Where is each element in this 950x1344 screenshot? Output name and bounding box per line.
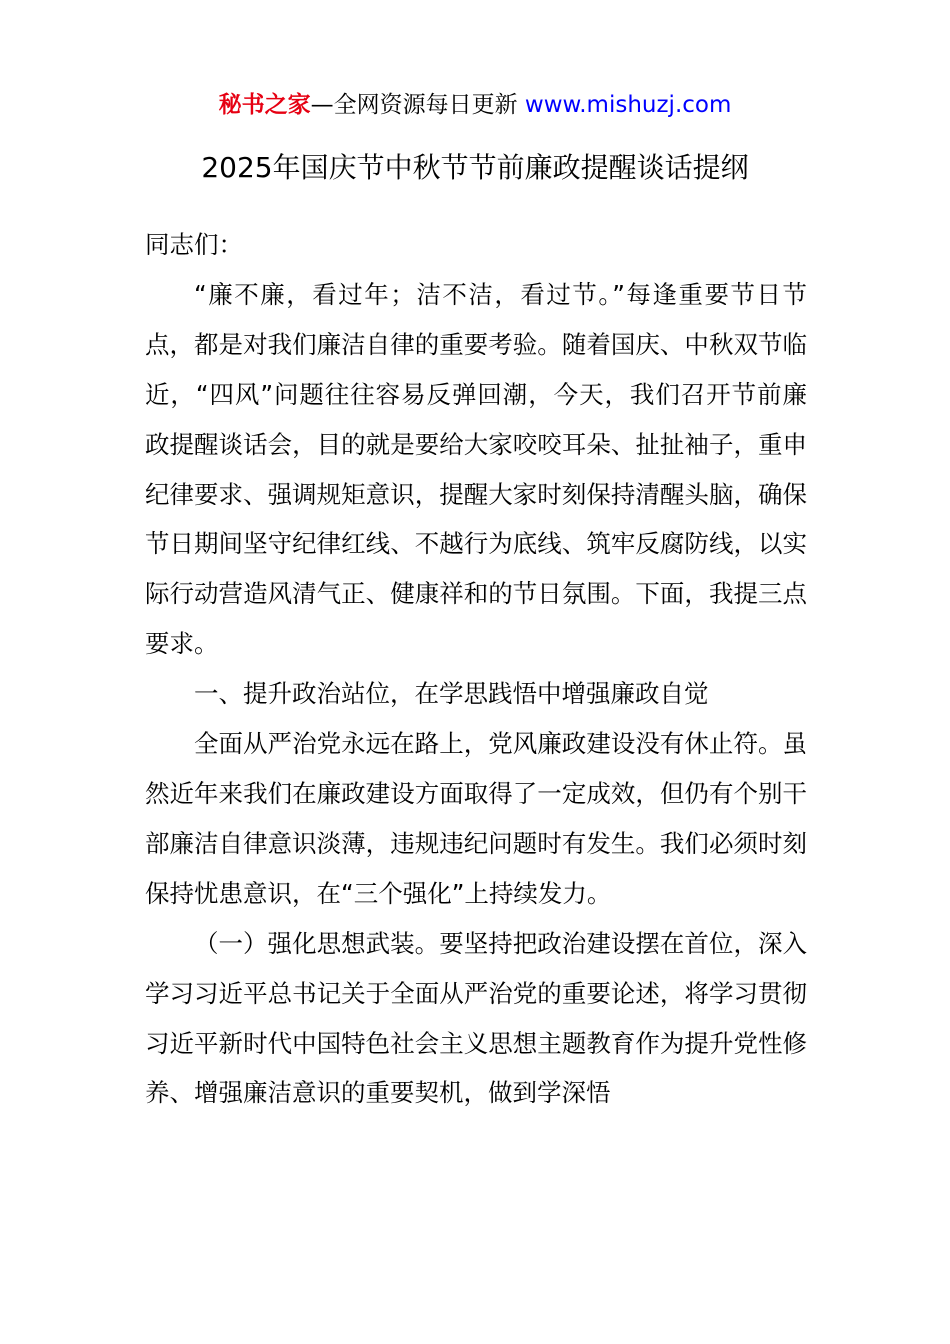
site-brand: 秘书之家 bbox=[218, 92, 311, 118]
salutation: 同志们： bbox=[145, 230, 243, 259]
site-url[interactable]: www.mishuzj.com bbox=[524, 92, 732, 118]
paragraph-subsection-1: （一）强化思想武装。要坚持把政治建设摆在首位，深入学习习近平总书记关于全面从严治党的重要论述，将学习贯彻习近平新时代中国特色社会主义思想主题教育作为提升党性修养、增强廉洁意识的重要契机，做到学深悟 bbox=[145, 928, 807, 1108]
paragraph-section-1: 全面从严治党永远在路上，党风廉政建设没有休止符。虽然近年来我们在廉政建设方面取得了一定成效，但仍有个别干部廉洁自律意识淡薄，违规违纪问题时有发生。我们必须时刻保持忧患意识，在“三个强化”上持续发力。 bbox=[145, 729, 807, 908]
site-tagline: 全网资源每日更新 bbox=[333, 92, 518, 118]
document-title: 2025年国庆节中秋节节前廉政提醒谈话提纲 bbox=[201, 151, 749, 184]
section-heading-1: 一、提升政治站位，在学思践悟中增强廉政自觉 bbox=[194, 679, 709, 709]
document-body bbox=[145, 220, 807, 1118]
paragraph-intro: “廉不廉，看过年；洁不洁，看过节。”每逢重要节日节点，都是对我们廉洁自律的重要考验。随着国庆、中秋双节临近，“四风”问题往往容易反弹回潮，今天，我们召开节前廉政提醒谈话会，目的就是要给大家咬咬耳朵、扯扯袖子，重申纪律要求、强调规矩意识，提醒大家时刻保持清醒头脑，确保节日期间坚守纪律红线、不越行为底线、筑牢反腐防线，以实际行动营造风清气正、健康祥和的节日氛围。下面，我提三点要求。 bbox=[145, 279, 807, 659]
header-separator: — bbox=[310, 92, 334, 118]
site-header bbox=[0, 88, 950, 122]
